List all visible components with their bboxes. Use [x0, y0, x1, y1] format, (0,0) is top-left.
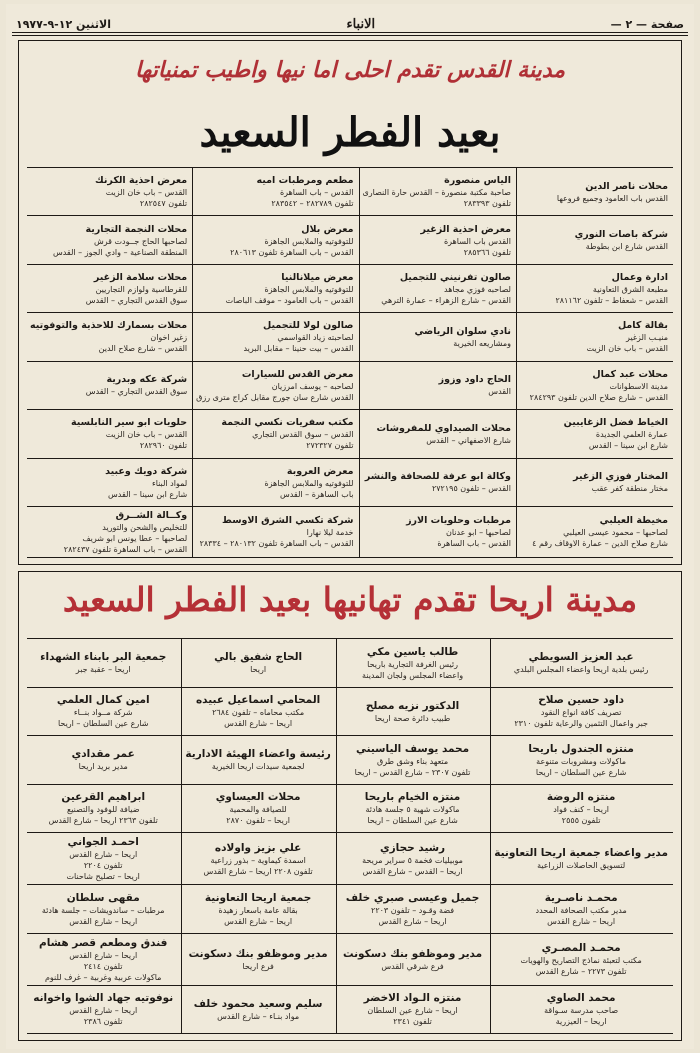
advertiser-cell: [516, 313, 673, 361]
advertiser-cell: [192, 507, 358, 558]
jerusalem-greetings-ad: [18, 40, 682, 565]
advertiser-cell: [516, 265, 673, 313]
advertiser-detail: القدس باب الساهرة: [443, 236, 511, 246]
advertiser-name: محلات سلامة الزغير: [93, 272, 188, 284]
advertiser-detail: ماكولات ومشروبات متنوعة: [536, 756, 627, 766]
advertiser-cell: [192, 362, 358, 410]
advertiser-detail: القدس – بيت حنينا – مقابل البريد: [243, 344, 354, 354]
advertiser-detail: طبيب دائرة صحة اريحا: [374, 713, 451, 723]
advertiser-name: حلويات ابو سير النابلسية: [70, 417, 188, 429]
advertiser-detail: لمواد البناء: [151, 478, 188, 488]
advertiser-cell: [336, 934, 490, 986]
advertiser-cell: [490, 833, 673, 885]
advertiser-cell: [516, 410, 673, 458]
advertiser-detail: متعهد بناء وشق طرق: [376, 756, 449, 766]
advertiser-detail: لصاحبها – عطا يونس ابو شريف: [82, 533, 188, 543]
advertiser-cell: [27, 362, 192, 410]
advertiser-name: جمعية اريحا التعاونية: [204, 891, 312, 904]
advertiser-detail: شارع عين السلطان – اريحا: [57, 719, 149, 729]
page-number-label: صفحة — ٢ —: [610, 17, 684, 31]
jerusalem-ad-subtitle: مدينة القدس تقدم احلى اما نيها واطيب تمنياتها: [134, 57, 566, 83]
advertiser-detail: اريحا – شارع القدس: [69, 916, 138, 926]
advertiser-name: طالب ياسين مكي: [366, 645, 459, 658]
advertiser-cell: [27, 833, 181, 885]
advertiser-detail: تلفون ٢٣٤١: [393, 1017, 432, 1027]
advertiser-detail: القدس – شارع صلاح الدين: [98, 344, 188, 354]
advertiser-cell: [181, 639, 335, 688]
advertiser-detail: تلفون ٢٥٥٥: [561, 816, 601, 826]
advertiser-cell: [181, 785, 335, 834]
advertiser-cell: [27, 265, 192, 313]
advertiser-cell: [27, 410, 192, 458]
advertiser-name: محمـد ناصـرية: [544, 891, 618, 904]
advertiser-cell: [359, 362, 516, 410]
advertiser-cell: [192, 265, 358, 313]
advertiser-name: داود حسين صلاح: [538, 694, 625, 707]
advertiser-detail: ماكولات شهية ٥ جلسة هادئة: [365, 805, 460, 815]
advertiser-cell: [359, 507, 516, 558]
advertiser-detail: اريحا – شارع القدس: [378, 916, 447, 926]
advertiser-detail: مكتب محاماه – تلفون ٢٦٨٤: [212, 708, 305, 718]
advertiser-detail: القدس – باب الساهرة: [279, 188, 354, 198]
advertiser-detail: سوق القدس التجاري – القدس: [85, 387, 188, 397]
publication-name: الانباء: [346, 16, 376, 32]
advertiser-name: الياس منصورة: [444, 175, 511, 187]
advertiser-detail: للتخليص والشحن والتوريد: [102, 522, 188, 532]
advertiser-name: محلات ناصر الدين: [585, 180, 668, 192]
advertiser-cell: [27, 639, 181, 688]
advertiser-detail: عمارة العلمي الجديدة: [595, 430, 668, 440]
advertiser-detail: تصريف كافة انواع النقود: [540, 708, 622, 718]
advertiser-detail: اريحا – العيزرية: [555, 1017, 607, 1027]
advertiser-name: مرطبات وحلويات الارز: [406, 515, 511, 527]
advertiser-detail: المنطقة الصناعية – وادي الجوز – القدس: [52, 247, 188, 257]
advertiser-detail: اريحا – شارع عين السلطان: [367, 1006, 458, 1016]
advertiser-detail: القدس – باب الساهرة تلفون ٢٨٠١٣٢ – ٢٨٣٣٤: [199, 539, 354, 549]
issue-date: الاثنين ١٢-٩-١٩٧٧: [16, 17, 111, 31]
advertiser-detail: تلفون ٢٤١٤: [83, 961, 123, 971]
advertiser-detail: اريحا – شارع القدس: [69, 850, 138, 859]
advertiser-cell: [359, 313, 516, 361]
advertiser-detail: لصاحبته زياد القواسمي: [277, 333, 354, 343]
advertiser-detail: القدس شارع ابن بطوطة: [585, 242, 668, 252]
jerusalem-ad-title: بعيد الفطر السعيد: [199, 109, 501, 156]
advertiser-detail: جبر واعمال التثمين والرعاية تلفون ٢٣١٠: [514, 719, 648, 729]
header-rule-bottom: [12, 35, 688, 36]
advertiser-cell: [27, 785, 181, 834]
advertiser-name: محلات عبد كمال: [592, 368, 668, 380]
advertiser-name: جمعية البر بابناء الشهداء: [40, 651, 167, 664]
advertiser-cell: [27, 736, 181, 785]
advertiser-cell: [516, 216, 673, 264]
advertiser-cell: [181, 833, 335, 885]
advertiser-cell: [516, 507, 673, 558]
advertiser-cell: [336, 833, 490, 885]
advertiser-name: منتزه الخيام باريحا: [364, 791, 461, 804]
advertiser-detail: للصيافة والمحمية: [229, 805, 287, 815]
advertiser-name: مدير واعضاء جمعية اريحا التعاونية: [494, 847, 668, 859]
advertiser-name: مكتب سفريات نكسي النجمة: [221, 417, 354, 429]
advertiser-cell: [192, 216, 358, 264]
advertiser-name: رئيسة واعضاء الهيئة الادارية: [185, 748, 331, 761]
advertiser-detail: اريحا – شارع القدس: [224, 719, 293, 729]
advertiser-name: مقهى سلطان: [66, 891, 140, 904]
advertiser-detail: تلفون ٢٢٠٨ اريحا – شارع القدس: [203, 866, 313, 876]
advertiser-cell: [27, 313, 192, 361]
advertiser-detail: مدينة الاسطوانات: [609, 381, 668, 391]
advertiser-name: صالون تفرنيني للتجميل: [399, 272, 511, 284]
advertiser-detail: ومشاريعه الخيرية: [453, 338, 511, 348]
advertiser-detail: صاحب مدرسة سـواقة: [544, 1006, 619, 1016]
advertiser-detail: تلفون ٢٨٢٥٤٧: [139, 199, 188, 209]
advertiser-detail: القدس – باب الساهرة تلفون ٢٨٠٦١٣: [230, 247, 354, 257]
advertiser-detail: اريحا: [250, 665, 267, 675]
advertiser-detail: تلفون ٢٨٢٩٦٠: [139, 441, 188, 451]
advertiser-detail: مختار منطقة كفر عقب: [591, 484, 668, 494]
advertiser-detail: شركة مــواد بنــاء: [73, 708, 133, 718]
advertiser-name: المحامي اسماعيل عبيده: [195, 694, 321, 707]
advertiser-detail: ضيافة للوفود والتصنيع: [66, 805, 140, 815]
advertiser-cell: [359, 410, 516, 458]
advertiser-detail: مكتب لتعبئة نماذج التصاريح والهويات: [520, 956, 642, 965]
advertiser-detail: شارع ابن سينا – القدس: [108, 489, 188, 499]
jericho-advertiser-grid: [27, 638, 673, 1034]
advertiser-name: الحاج داود وزوز: [438, 374, 511, 386]
advertiser-detail: القدس – شعفاط – تلفون ٢٨١١٦٢: [555, 296, 668, 306]
advertiser-detail: القدس – شارع الزهراء – عمارة الترهي: [381, 296, 511, 306]
advertiser-cell: [27, 885, 181, 934]
advertiser-name: مخيطة العيلبي: [599, 515, 668, 527]
advertiser-detail: مدير مكتب الصحافة المحدد: [535, 905, 627, 915]
advertiser-detail: لصاحبها الحاج جــودت قرش: [93, 236, 188, 246]
advertiser-name: سليم وسعيد محمود خلف: [193, 997, 323, 1010]
advertiser-name: معرض ميلانالنيا: [281, 272, 354, 284]
advertiser-cell: [192, 459, 358, 507]
advertiser-cell: [336, 885, 490, 934]
advertiser-name: نوفوتيه جهاد الشوا واخوانه: [33, 992, 174, 1005]
advertiser-detail: اريحا – كنف فواد: [553, 805, 610, 815]
advertiser-detail: شارع عين السلطان – اريحا: [367, 816, 458, 826]
advertiser-cell: [490, 639, 673, 688]
advertiser-name: معرض احذية الزغير: [420, 223, 511, 235]
advertiser-name: الدكتور نزيه مصلح: [365, 699, 460, 712]
advertiser-detail: لصاحبها – محمود عيسى العيلبي: [563, 528, 668, 538]
advertiser-cell: [27, 688, 181, 737]
advertiser-detail: القدس – باب خان الزيت: [586, 344, 668, 354]
advertiser-detail: رئيس بلدية اريحا واعضاء المجلس البلدي: [513, 665, 649, 675]
advertiser-detail: اسمدة كيماوية – بذور زراعية: [210, 855, 306, 865]
advertiser-detail: مدير بريد اريحا: [78, 762, 128, 772]
advertiser-name: منتزه الروضة: [546, 791, 616, 804]
advertiser-detail: تلفون ٢٢٠٤: [83, 861, 123, 870]
advertiser-detail: سوق القدس التجاري – القدس: [85, 296, 188, 306]
advertiser-cell: [192, 313, 358, 361]
advertiser-name: محلات العيساوي: [215, 791, 301, 804]
advertiser-detail: للتوفوتيه والملابس الجاهزة: [264, 478, 354, 488]
advertiser-name: شركة دويك وعبيد: [105, 465, 188, 477]
jericho-greetings-ad: [18, 571, 682, 1041]
advertiser-cell: [336, 785, 490, 834]
advertiser-detail: مرطبات – ساندويشات – جلسة هادئة: [41, 905, 165, 915]
advertiser-name: محمـد المصـري: [541, 942, 621, 954]
advertiser-detail: اريحا – شارع القدس: [547, 916, 616, 926]
advertiser-detail: القدس – باب خان الزيت: [105, 430, 188, 440]
advertiser-name: الحاج شفيق بالي: [214, 651, 303, 664]
advertiser-cell: [336, 986, 490, 1035]
advertiser-cell: [359, 216, 516, 264]
advertiser-name: منتزه الـواد الاخضر: [363, 992, 462, 1005]
advertiser-name: محلات النجمة التجارية: [85, 223, 188, 235]
advertiser-cell: [336, 736, 490, 785]
advertiser-detail: اريحا – شارع القدس: [224, 916, 293, 926]
advertiser-detail: شارع ابن سينا – القدس: [588, 441, 668, 451]
advertiser-cell: [490, 785, 673, 834]
advertiser-detail: للتوفوتيه والملابس الجاهزة: [264, 285, 354, 295]
advertiser-cell: [27, 986, 181, 1035]
advertiser-name: شركة عكه وبدرية: [106, 374, 188, 386]
advertiser-detail: لصاحبه – يوسف امرزيان: [271, 381, 354, 391]
advertiser-detail: تلفون ٢٢٧٣ – شارع القدس: [535, 967, 627, 976]
advertiser-name: محلات الصيداوي للمفروشات: [376, 422, 511, 434]
advertiser-name: علي بزيز واولاده: [214, 841, 302, 854]
advertiser-detail: تلفون ٢٣٨٦: [83, 1017, 123, 1027]
advertiser-name: الخياط فضل الزغايبين: [563, 417, 668, 429]
advertiser-detail: للقرطاسية ولوازم التجاريين: [95, 285, 188, 295]
advertiser-detail: القدس – باب الساهرة: [437, 539, 511, 549]
advertiser-detail: رئيس الغرفة التجارية باريحا: [367, 659, 458, 669]
advertiser-detail: زغير اخوان: [150, 333, 188, 343]
advertiser-detail: فضة وقـود – تلفون ٢٢٠٣: [371, 905, 455, 915]
advertiser-cell: [181, 934, 335, 986]
advertiser-name: محمد يوسف الياسيني: [355, 742, 470, 755]
advertiser-detail: تلفون ٢٨٢٧٨٩ – ٢٨٣٥٤٢: [271, 199, 354, 209]
advertiser-cell: [359, 459, 516, 507]
advertiser-detail: فرع شرقي القدس: [381, 961, 444, 971]
advertiser-detail: اريحا – القدس – شارع القدس: [362, 866, 463, 876]
advertiser-detail: للتوفوتيه والملابس الجاهزة: [264, 236, 354, 246]
advertiser-cell: [27, 168, 192, 216]
advertiser-detail: القدس شارع سان جورج مقابل كراج مترى رزق: [196, 392, 354, 402]
jerusalem-advertiser-grid: [27, 167, 673, 558]
advertiser-name: عبد العزيز السويطي: [528, 651, 634, 664]
advertiser-detail: شارع عين السلطان – اريحا: [535, 767, 627, 777]
advertiser-cell: [27, 459, 192, 507]
advertiser-cell: [336, 639, 490, 688]
advertiser-detail: موبيليات فخمة ٥ سراير مريحة: [362, 855, 463, 865]
advertiser-name: فندق ومطعم قصر هشام: [39, 936, 168, 949]
advertiser-cell: [359, 168, 516, 216]
advertiser-cell: [490, 934, 673, 986]
advertiser-detail: شارع الاصفهاني – القدس: [426, 435, 511, 445]
advertiser-cell: [336, 688, 490, 737]
advertiser-detail: واعضاء المجلس ولجان المدينة: [361, 670, 464, 680]
advertiser-cell: [181, 736, 335, 785]
advertiser-name: معرض احذية الكرنك: [95, 175, 188, 187]
advertiser-name: شركة تكسي الشرق الاوسط: [222, 515, 354, 527]
advertiser-detail: القدس: [488, 387, 511, 397]
advertiser-detail: منيـب الزغير: [626, 333, 668, 343]
advertiser-detail: القدس – باب الساهرة تلفون ٢٨٢٤٣٧: [63, 544, 188, 554]
advertiser-name: وكــالة الشــرق: [115, 509, 188, 521]
advertiser-cell: [27, 934, 181, 986]
advertiser-name: مدير وموظفو بنك دسكونت: [342, 947, 483, 960]
advertiser-name: بقالة كامل: [617, 320, 668, 332]
advertiser-name: امين كمال العلمي: [56, 694, 150, 707]
advertiser-cell: [490, 986, 673, 1035]
advertiser-detail: اريحا – تلفون ٢٨٧٠: [226, 816, 290, 826]
advertiser-cell: [359, 265, 516, 313]
advertiser-name: مطعم ومرطبات اميه: [256, 175, 354, 187]
advertiser-name: معرض القدس للسيارات: [241, 368, 354, 380]
advertiser-detail: فرع اريحا: [242, 961, 274, 971]
advertiser-detail: خدمة ليلا نهارا: [306, 528, 354, 538]
advertiser-name: محمد الصاوي: [546, 992, 616, 1005]
advertiser-name: جميل وعيسى صبري خلف: [345, 891, 480, 904]
advertiser-cell: [181, 885, 335, 934]
advertiser-detail: تلفون ٢٨٥٣٦٦: [463, 247, 511, 257]
advertiser-detail: لصاحبه فوزي مجاهد: [444, 285, 511, 295]
advertiser-name: معرض العروبة: [286, 465, 354, 477]
advertiser-name: احمـد الجواني: [67, 836, 139, 848]
advertiser-name: شركة باصات النوري: [574, 229, 668, 241]
advertiser-detail: تلفون ٢٧٢٣٢٧: [306, 441, 354, 451]
advertiser-cell: [181, 986, 335, 1035]
advertiser-detail: بقالة عامة باسعار زهيدة: [218, 905, 298, 915]
advertiser-detail: القدس – باب العامود – موقف الباصات: [225, 296, 354, 306]
advertiser-cell: [192, 410, 358, 458]
advertiser-cell: [516, 362, 673, 410]
advertiser-detail: تلفون ٢٣٠٧ – شارع القدس – اريحا: [354, 767, 471, 777]
advertiser-name: مدير وموظفو بنك دسكونت: [188, 947, 328, 960]
advertiser-detail: اريحا – عقبة جبر: [75, 665, 131, 675]
advertiser-name: ابراهيم القرعين: [61, 791, 146, 804]
advertiser-name: منتزه الجندول باريحا: [528, 742, 634, 755]
advertiser-name: عمر مقدادي: [71, 748, 135, 761]
advertiser-detail: القدس – باب خان الزيت: [105, 188, 188, 198]
advertiser-detail: اريحا – تصليح شاحنات: [66, 872, 140, 881]
advertiser-cell: [490, 688, 673, 737]
advertiser-detail: اريحا – شارع القدس: [69, 1006, 138, 1016]
advertiser-detail: تلفون ٢٨٣٣٩٣: [463, 199, 511, 209]
advertiser-cell: [490, 736, 673, 785]
advertiser-detail: القدس – شارع صلاح الدين تلفون ٢٨٤٢٩٣: [529, 392, 668, 402]
advertiser-cell: [490, 885, 673, 934]
advertiser-name: معرض بلال: [301, 223, 354, 235]
advertiser-detail: مواد بنـاء – شارع القدس: [217, 1011, 300, 1021]
advertiser-detail: لصاحبها – ابو عدنان: [445, 528, 511, 538]
advertiser-detail: لتسويق الحاصلات الزراعية: [537, 861, 626, 870]
advertiser-name: ادارة وعمال: [611, 272, 668, 284]
advertiser-detail: شارع صلاح الدين – عمارة الاوقاف رقم ٤: [532, 539, 668, 549]
advertiser-name: رشيد حجازي: [379, 841, 446, 854]
advertiser-cell: [27, 507, 192, 558]
advertiser-detail: اريحا – شارع القدس: [69, 950, 138, 960]
advertiser-name: المختار فوزي الزغير: [573, 471, 668, 483]
advertiser-cell: [516, 459, 673, 507]
advertiser-cell: [27, 216, 192, 264]
advertiser-detail: مطبعة الشرق التعاونية: [592, 285, 668, 295]
advertiser-detail: القدس باب العامود وجميع فروعها: [556, 193, 668, 203]
advertiser-name: صالون لولا للتجميل: [263, 320, 354, 332]
advertiser-detail: تلفون ٢٣٦٣ اريحا – شارع القدس: [48, 816, 158, 826]
advertiser-name: محلات بسمارك للاحذية والتوفوتيه: [30, 320, 188, 332]
advertiser-name: وكالة ابو عرفة للصحافة والنشر: [364, 471, 511, 483]
advertiser-detail: باب الساهرة – القدس: [279, 489, 354, 499]
advertiser-cell: [192, 168, 358, 216]
jericho-ad-title: مدينة اريحا تقدم تهانيها بعيد الفطر السعيد: [62, 580, 638, 619]
header-rule-top: [12, 32, 688, 33]
advertiser-detail: القدس – تلفون ٢٧٢١٩٥: [431, 484, 511, 494]
advertiser-detail: القدس – سوق القدس التجاري: [252, 430, 354, 440]
advertiser-detail: ماكولات عربية وغربية – غرف للنوم: [44, 972, 162, 982]
advertiser-detail: صاحبة مكتبة منصورة – القدس حارة النصارى: [362, 188, 511, 198]
advertiser-cell: [181, 688, 335, 737]
advertiser-cell: [516, 168, 673, 216]
advertiser-detail: لجمعية سيدات اريحا الخيرية: [211, 762, 305, 772]
advertiser-name: نادي سلوان الرياضي: [414, 325, 511, 337]
